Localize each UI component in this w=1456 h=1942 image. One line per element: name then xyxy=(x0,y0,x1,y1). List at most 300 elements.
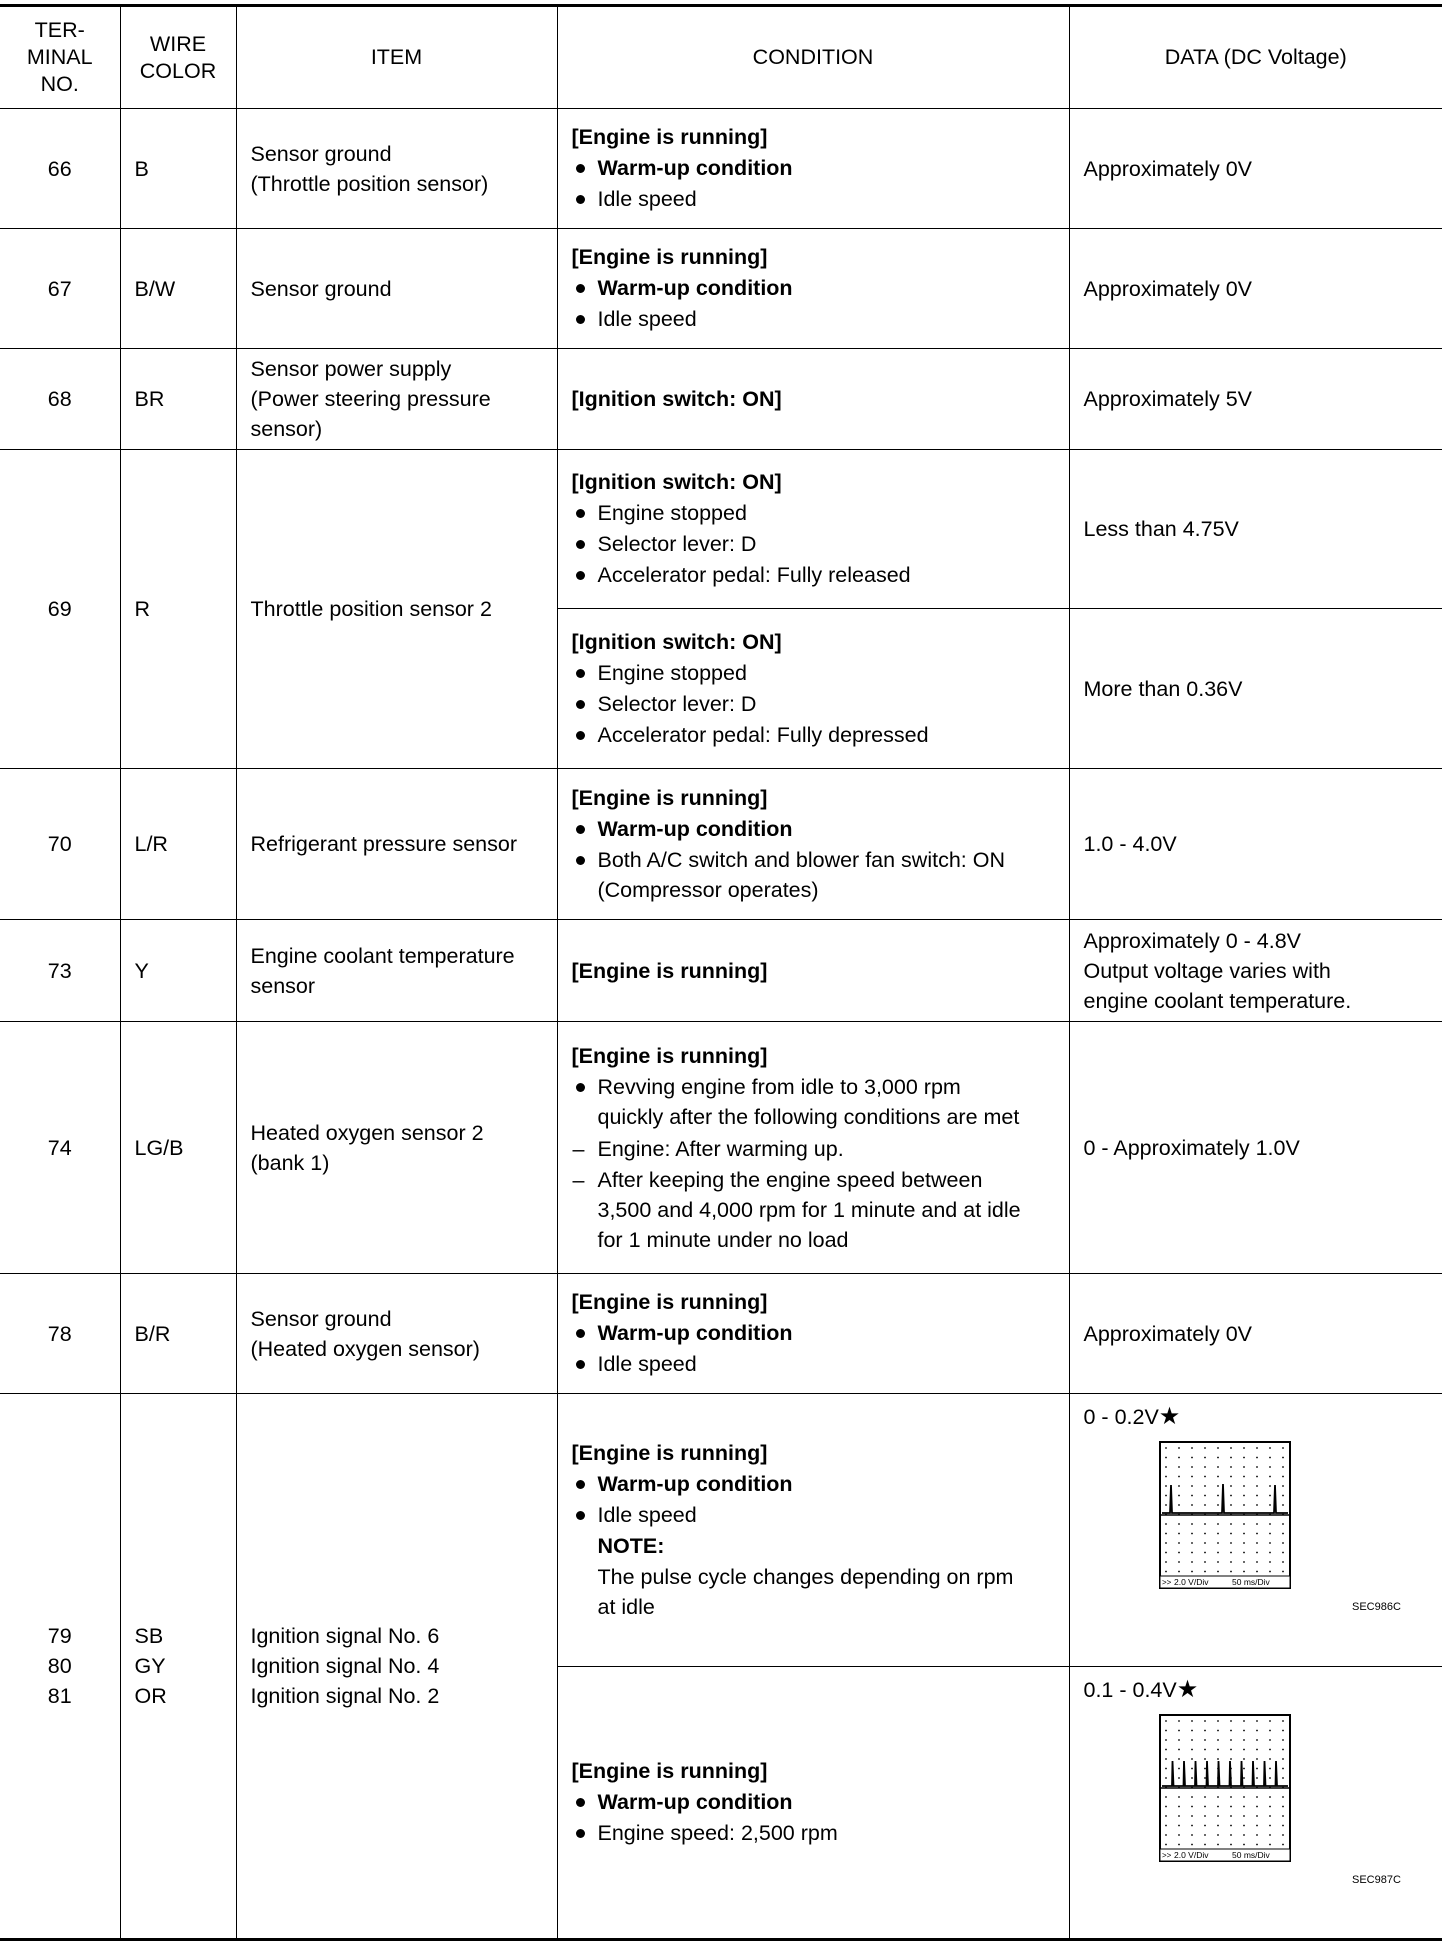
grid-dot xyxy=(1269,1495,1271,1497)
ecm-terminal-table xyxy=(0,4,1442,1941)
grid-dot xyxy=(1269,1825,1271,1827)
data-cell: 1.0 - 4.0V xyxy=(1069,769,1442,920)
grid-dot xyxy=(1230,1749,1232,1751)
grid-dot xyxy=(1256,1720,1258,1722)
grid-dot xyxy=(1178,1815,1180,1817)
star-icon: ★ xyxy=(1158,1403,1181,1430)
grid-dot xyxy=(1269,1777,1271,1779)
grid-dot xyxy=(1230,1466,1232,1468)
grid-dot xyxy=(1165,1571,1167,1573)
condition-heading: [Engine is running] xyxy=(571,1043,768,1068)
grid-dot xyxy=(1243,1523,1245,1525)
condition-cell xyxy=(557,349,1069,450)
grid-dot xyxy=(1191,1504,1193,1506)
data-range: 0 - 0.2V xyxy=(1083,1405,1159,1429)
grid-dot xyxy=(1178,1495,1180,1497)
grid-dot xyxy=(1204,1768,1206,1770)
figure-id: SEC986C xyxy=(1351,1601,1401,1613)
grid-dot xyxy=(1256,1768,1258,1770)
condition-cell xyxy=(557,109,1069,229)
grid-dot xyxy=(1282,1542,1284,1544)
grid-dot xyxy=(1256,1796,1258,1798)
grid-dot xyxy=(1282,1523,1284,1525)
header-terminal-line: TER- xyxy=(34,18,85,42)
grid-dot xyxy=(1178,1523,1180,1525)
condition-cell xyxy=(557,450,1069,609)
grid-dot xyxy=(1256,1504,1258,1506)
item-line: Sensor ground xyxy=(250,141,392,166)
grid-dot xyxy=(1256,1815,1258,1817)
condition-cell xyxy=(557,1394,1069,1667)
data-line: Output voltage varies with xyxy=(1083,958,1331,983)
grid-dot xyxy=(1178,1749,1180,1751)
grid-dot xyxy=(1178,1768,1180,1770)
grid-dot xyxy=(1217,1447,1219,1449)
grid-dot xyxy=(1282,1533,1284,1535)
grid-dot xyxy=(1230,1844,1232,1846)
grid-dot xyxy=(1243,1447,1245,1449)
grid-dot xyxy=(1191,1796,1193,1798)
grid-dot xyxy=(1217,1730,1219,1732)
terminal-no: 69 xyxy=(0,450,120,769)
grid-dot xyxy=(1230,1730,1232,1732)
grid-dot xyxy=(1243,1834,1245,1836)
scope-volts-per-div: 2.0 V/Div xyxy=(1173,1577,1208,1587)
grid-dot xyxy=(1269,1720,1271,1722)
grid-dot xyxy=(1204,1844,1206,1846)
grid-dot xyxy=(1204,1561,1206,1563)
condition-line: Both A/C switch and blower fan switch: ON xyxy=(597,848,1005,872)
grid-dot xyxy=(1165,1730,1167,1732)
grid-dot xyxy=(1217,1815,1219,1817)
grid-dot xyxy=(1230,1552,1232,1554)
item-line: Refrigerant pressure sensor xyxy=(250,832,517,856)
condition-dash: – Engine: After warming up. xyxy=(572,1134,1055,1165)
grid-dot xyxy=(1217,1552,1219,1554)
condition-cell xyxy=(557,1274,1069,1394)
grid-dot xyxy=(1204,1504,1206,1506)
grid-dot xyxy=(1165,1533,1167,1535)
grid-dot xyxy=(1217,1796,1219,1798)
terminal-line: 79 xyxy=(47,1624,72,1648)
grid-dot xyxy=(1282,1476,1284,1478)
terminal-no: 70 xyxy=(0,769,120,920)
scope-marker: >> xyxy=(1161,1578,1171,1587)
grid-dot xyxy=(1178,1796,1180,1798)
wire-line: GY xyxy=(134,1654,166,1678)
item-cell xyxy=(236,1022,557,1274)
grid-dot xyxy=(1282,1815,1284,1817)
grid-dot xyxy=(1217,1504,1219,1506)
grid-dot xyxy=(1243,1571,1245,1573)
grid-dot xyxy=(1243,1825,1245,1827)
wire-color: R xyxy=(120,450,236,769)
condition-bullet: Warm-up condition xyxy=(572,273,1055,304)
grid-dot xyxy=(1165,1504,1167,1506)
grid-dot xyxy=(1204,1447,1206,1449)
wire-color: B/R xyxy=(120,1274,236,1394)
grid-dot xyxy=(1243,1495,1245,1497)
condition-heading: [Engine is running] xyxy=(571,1759,768,1783)
grid-dot xyxy=(1191,1533,1193,1535)
condition-cell xyxy=(557,769,1069,920)
grid-dot xyxy=(1178,1533,1180,1535)
grid-dot xyxy=(1256,1806,1258,1808)
grid-dot xyxy=(1178,1466,1180,1468)
scope-volts-per-div: 2.0 V/Div xyxy=(1173,1850,1208,1860)
condition-bullet xyxy=(572,1072,1055,1132)
data-cell: Less than 4.75V xyxy=(1069,450,1442,609)
condition-heading: [Engine is running] xyxy=(571,125,768,149)
grid-dot xyxy=(1256,1457,1258,1459)
grid-dot xyxy=(1204,1552,1206,1554)
grid-dot xyxy=(1165,1552,1167,1554)
grid-dot xyxy=(1230,1739,1232,1741)
grid-dot xyxy=(1256,1447,1258,1449)
grid-dot xyxy=(1178,1485,1180,1487)
condition-heading: [Engine is running] xyxy=(571,786,768,810)
grid-dot xyxy=(1230,1504,1232,1506)
condition-line: 3,500 and 4,000 rpm for 1 minute and at idle xyxy=(597,1197,1021,1222)
grid-dot xyxy=(1243,1552,1245,1554)
table-row xyxy=(0,229,1442,349)
grid-dot xyxy=(1243,1796,1245,1798)
grid-dot xyxy=(1165,1758,1167,1760)
grid-dot xyxy=(1191,1768,1193,1770)
condition-heading: [Ignition switch: ON] xyxy=(571,470,782,494)
header-data: DATA (DC Voltage) xyxy=(1069,6,1442,109)
data-cell: More than 0.36V xyxy=(1069,609,1442,769)
condition-dash xyxy=(572,1165,1055,1255)
item-line: Sensor ground xyxy=(250,276,392,301)
item-cell xyxy=(236,349,557,450)
grid-dot xyxy=(1165,1447,1167,1449)
table-row xyxy=(0,920,1442,1022)
grid-dot xyxy=(1230,1542,1232,1544)
condition-cell xyxy=(557,1022,1069,1274)
grid-dot xyxy=(1269,1768,1271,1770)
condition-bullet: Engine stopped xyxy=(572,498,1055,529)
condition-bullet: Accelerator pedal: Fully released xyxy=(572,560,1055,591)
grid-dot xyxy=(1165,1466,1167,1468)
oscilloscope-waveform-2500rpm xyxy=(1084,1705,1424,1905)
grid-dot xyxy=(1243,1730,1245,1732)
condition-heading: [Engine is running] xyxy=(571,1441,768,1465)
item-line: sensor) xyxy=(250,417,323,441)
condition-bullet: Idle speed xyxy=(572,304,1055,335)
grid-dot xyxy=(1243,1476,1245,1478)
grid-dot xyxy=(1204,1806,1206,1808)
grid-dot xyxy=(1204,1834,1206,1836)
grid-dot xyxy=(1165,1476,1167,1478)
grid-dot xyxy=(1178,1457,1180,1459)
grid-dot xyxy=(1165,1768,1167,1770)
grid-dot xyxy=(1269,1796,1271,1798)
grid-dot xyxy=(1165,1825,1167,1827)
grid-dot xyxy=(1282,1720,1284,1722)
grid-dot xyxy=(1256,1739,1258,1741)
grid-dot xyxy=(1282,1466,1284,1468)
data-cell: Approximately 0V xyxy=(1069,229,1442,349)
grid-dot xyxy=(1282,1834,1284,1836)
grid-dot xyxy=(1191,1495,1193,1497)
grid-dot xyxy=(1282,1485,1284,1487)
grid-dot xyxy=(1165,1495,1167,1497)
grid-dot xyxy=(1217,1758,1219,1760)
condition-line: – After keeping the engine speed between xyxy=(597,1167,983,1192)
scope-time-per-div: 50 ms/Div xyxy=(1231,1577,1270,1587)
condition-cell xyxy=(557,1667,1069,1940)
grid-dot xyxy=(1178,1561,1180,1563)
grid-dot xyxy=(1204,1739,1206,1741)
grid-dot xyxy=(1230,1806,1232,1808)
terminal-no: 74 xyxy=(0,1022,120,1274)
item-cell xyxy=(236,109,557,229)
condition-heading: [Engine is running] xyxy=(571,245,768,269)
grid-dot xyxy=(1191,1476,1193,1478)
grid-dot xyxy=(1217,1571,1219,1573)
grid-dot xyxy=(1191,1806,1193,1808)
grid-dot xyxy=(1178,1844,1180,1846)
table-row xyxy=(0,769,1442,920)
condition-line: for 1 minute under no load xyxy=(597,1227,849,1252)
header-terminal-no xyxy=(0,6,120,109)
data-cell: Approximately 0V xyxy=(1069,109,1442,229)
wire-color: BR xyxy=(120,349,236,450)
data-range: 0.1 - 0.4V xyxy=(1083,1678,1177,1702)
item-line: Engine coolant temperature xyxy=(250,943,515,968)
grid-dot xyxy=(1243,1758,1245,1760)
grid-dot xyxy=(1269,1457,1271,1459)
grid-dot xyxy=(1243,1806,1245,1808)
condition-bullet: Selector lever: D xyxy=(572,689,1055,720)
grid-dot xyxy=(1178,1504,1180,1506)
grid-dot xyxy=(1165,1561,1167,1563)
grid-dot xyxy=(1269,1533,1271,1535)
grid-dot xyxy=(1178,1806,1180,1808)
data-cell xyxy=(1069,920,1442,1022)
grid-dot xyxy=(1204,1457,1206,1459)
grid-dot xyxy=(1217,1476,1219,1478)
grid-dot xyxy=(1204,1825,1206,1827)
grid-dot xyxy=(1256,1523,1258,1525)
grid-dot xyxy=(1191,1523,1193,1525)
wire-line: OR xyxy=(134,1684,167,1708)
grid-dot xyxy=(1204,1542,1206,1544)
grid-dot xyxy=(1243,1485,1245,1487)
grid-dot xyxy=(1204,1777,1206,1779)
grid-dot xyxy=(1243,1457,1245,1459)
grid-dot xyxy=(1269,1758,1271,1760)
star-icon: ★ xyxy=(1176,1676,1199,1703)
wire-line: SB xyxy=(134,1624,164,1648)
grid-dot xyxy=(1282,1806,1284,1808)
grid-dot xyxy=(1165,1777,1167,1779)
condition-bullet: Warm-up condition xyxy=(572,814,1055,845)
condition-bullet: Warm-up condition xyxy=(572,1469,1055,1500)
item-line: Ignition signal No. 4 xyxy=(250,1654,440,1678)
grid-dot xyxy=(1269,1749,1271,1751)
grid-dot xyxy=(1204,1476,1206,1478)
grid-dot xyxy=(1204,1749,1206,1751)
grid-dot xyxy=(1230,1523,1232,1525)
terminal-no: 68 xyxy=(0,349,120,450)
grid-dot xyxy=(1256,1844,1258,1846)
grid-dot xyxy=(1191,1758,1193,1760)
data-cell: Approximately 0V xyxy=(1069,1274,1442,1394)
data-cell: 0 - Approximately 1.0V xyxy=(1069,1022,1442,1274)
item-line: Ignition signal No. 2 xyxy=(250,1684,440,1708)
item-cell xyxy=(236,450,557,769)
scope-marker: >> xyxy=(1161,1851,1171,1860)
grid-dot xyxy=(1204,1523,1206,1525)
grid-dot xyxy=(1165,1523,1167,1525)
grid-dot xyxy=(1269,1447,1271,1449)
grid-dot xyxy=(1230,1720,1232,1722)
item-line: Throttle position sensor 2 xyxy=(250,597,492,621)
terminal-no: 73 xyxy=(0,920,120,1022)
grid-dot xyxy=(1269,1466,1271,1468)
terminal-no xyxy=(0,1394,120,1940)
condition-bullet: Selector lever: D xyxy=(572,529,1055,560)
grid-dot xyxy=(1191,1447,1193,1449)
grid-dot xyxy=(1256,1730,1258,1732)
grid-dot xyxy=(1243,1844,1245,1846)
grid-dot xyxy=(1282,1844,1284,1846)
grid-dot xyxy=(1191,1552,1193,1554)
item-line: Ignition signal No. 6 xyxy=(250,1624,440,1648)
grid-dot xyxy=(1178,1552,1180,1554)
grid-dot xyxy=(1217,1561,1219,1563)
grid-dot xyxy=(1178,1730,1180,1732)
grid-dot xyxy=(1256,1533,1258,1535)
grid-dot xyxy=(1191,1777,1193,1779)
grid-dot xyxy=(1256,1542,1258,1544)
condition-bullet xyxy=(572,845,1055,905)
grid-dot xyxy=(1204,1720,1206,1722)
grid-dot xyxy=(1282,1552,1284,1554)
grid-dot xyxy=(1204,1796,1206,1798)
grid-dot xyxy=(1256,1485,1258,1487)
terminal-line: 81 xyxy=(47,1684,72,1708)
grid-dot xyxy=(1230,1476,1232,1478)
table-row xyxy=(0,109,1442,229)
figure-id: SEC987C xyxy=(1351,1874,1401,1886)
grid-dot xyxy=(1282,1825,1284,1827)
condition-line: Revving engine from idle to 3,000 rpm xyxy=(597,1074,961,1099)
grid-dot xyxy=(1282,1796,1284,1798)
grid-dot xyxy=(1282,1777,1284,1779)
item-line: (bank 1) xyxy=(250,1150,330,1175)
grid-dot xyxy=(1243,1815,1245,1817)
note-line: The pulse cycle changes depending on rpm xyxy=(597,1565,1014,1589)
grid-dot xyxy=(1282,1571,1284,1573)
grid-dot xyxy=(1243,1504,1245,1506)
grid-dot xyxy=(1230,1825,1232,1827)
grid-dot xyxy=(1256,1571,1258,1573)
grid-dot xyxy=(1256,1834,1258,1836)
grid-dot xyxy=(1230,1457,1232,1459)
grid-dot xyxy=(1217,1466,1219,1468)
grid-dot xyxy=(1217,1844,1219,1846)
wire-color: LG/B xyxy=(120,1022,236,1274)
item-line: Sensor power supply xyxy=(250,357,452,381)
table-row xyxy=(0,1394,1442,1667)
grid-dot xyxy=(1243,1739,1245,1741)
grid-dot xyxy=(1165,1749,1167,1751)
grid-dot xyxy=(1243,1533,1245,1535)
condition-cell xyxy=(557,920,1069,1022)
grid-dot xyxy=(1217,1749,1219,1751)
grid-dot xyxy=(1256,1561,1258,1563)
grid-dot xyxy=(1282,1730,1284,1732)
grid-dot xyxy=(1256,1758,1258,1760)
grid-dot xyxy=(1204,1485,1206,1487)
grid-dot xyxy=(1191,1730,1193,1732)
item-line: Heated oxygen sensor 2 xyxy=(250,1120,484,1145)
grid-dot xyxy=(1282,1758,1284,1760)
grid-dot xyxy=(1230,1533,1232,1535)
grid-dot xyxy=(1282,1495,1284,1497)
grid-dot xyxy=(1230,1561,1232,1563)
grid-dot xyxy=(1256,1552,1258,1554)
grid-dot xyxy=(1165,1720,1167,1722)
grid-dot xyxy=(1217,1720,1219,1722)
grid-dot xyxy=(1230,1758,1232,1760)
grid-dot xyxy=(1217,1739,1219,1741)
table-row xyxy=(0,1274,1442,1394)
wire-color: B xyxy=(120,109,236,229)
grid-dot xyxy=(1204,1758,1206,1760)
oscilloscope-waveform-idle xyxy=(1084,1432,1424,1632)
grid-dot xyxy=(1217,1485,1219,1487)
grid-dot xyxy=(1243,1561,1245,1563)
grid-dot xyxy=(1178,1542,1180,1544)
grid-dot xyxy=(1165,1806,1167,1808)
data-line: Approximately 0 - 4.8V xyxy=(1083,928,1301,953)
condition-line: (Compressor operates) xyxy=(597,878,819,902)
grid-dot xyxy=(1191,1844,1193,1846)
terminal-no: 67 xyxy=(0,229,120,349)
table-row xyxy=(0,349,1442,450)
grid-dot xyxy=(1191,1485,1193,1487)
grid-dot xyxy=(1256,1825,1258,1827)
item-line: (Power steering pressure xyxy=(250,387,491,411)
grid-dot xyxy=(1282,1749,1284,1751)
grid-dot xyxy=(1191,1720,1193,1722)
header-item: ITEM xyxy=(236,6,557,109)
condition-bullet: Warm-up condition xyxy=(572,1318,1055,1349)
grid-dot xyxy=(1269,1730,1271,1732)
grid-dot xyxy=(1256,1476,1258,1478)
grid-dot xyxy=(1178,1777,1180,1779)
grid-dot xyxy=(1204,1571,1206,1573)
grid-dot xyxy=(1282,1504,1284,1506)
terminal-no: 66 xyxy=(0,109,120,229)
scope-time-per-div: 50 ms/Div xyxy=(1231,1850,1270,1860)
condition-heading: [Engine is running] xyxy=(571,958,768,983)
grid-dot xyxy=(1230,1815,1232,1817)
header-terminal-line: NO. xyxy=(40,72,79,96)
header-wire-color xyxy=(120,6,236,109)
grid-dot xyxy=(1217,1542,1219,1544)
terminal-line: 80 xyxy=(47,1654,72,1678)
grid-dot xyxy=(1191,1542,1193,1544)
grid-dot xyxy=(1191,1561,1193,1563)
grid-dot xyxy=(1269,1561,1271,1563)
condition-heading: [Ignition switch: ON] xyxy=(571,387,782,411)
grid-dot xyxy=(1178,1720,1180,1722)
